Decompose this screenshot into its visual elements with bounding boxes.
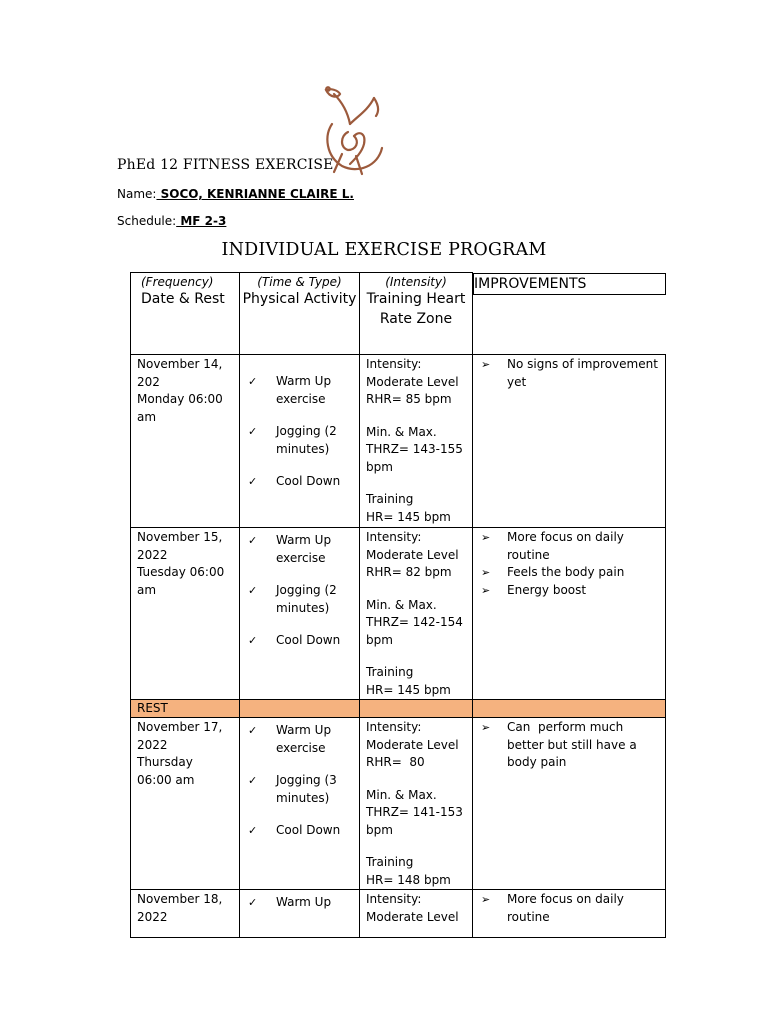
arrow-bullet-icon: ➢ bbox=[481, 583, 491, 597]
activity-text: Warm Up bbox=[276, 895, 332, 909]
list-item bbox=[248, 582, 353, 617]
activity-text: Jogging (3 minutes) bbox=[276, 773, 337, 805]
activity-cell bbox=[240, 528, 360, 700]
list-item bbox=[481, 564, 659, 582]
program-title: INDIVIDUAL EXERCISE PROGRAM bbox=[221, 240, 547, 260]
checkmark-icon: ✓ bbox=[248, 724, 258, 737]
intensity-line: Intensity: bbox=[366, 720, 422, 734]
list-item bbox=[248, 894, 353, 912]
list-item bbox=[248, 822, 353, 840]
thrz-line: THRZ= 141-153 bbox=[366, 805, 463, 819]
header-date bbox=[131, 273, 240, 355]
rest-row bbox=[131, 700, 666, 718]
intensity-line: RHR= 85 bpm bbox=[366, 392, 452, 406]
intensity-line: RHR= 80 bbox=[366, 755, 425, 769]
activity-text: Jogging (2 minutes) bbox=[276, 424, 337, 456]
training-line: Training bbox=[366, 665, 414, 679]
list-item bbox=[248, 632, 353, 650]
checkmark-icon: ✓ bbox=[248, 824, 258, 837]
improvement-text: Energy boost bbox=[507, 582, 587, 597]
header-improvements bbox=[473, 273, 666, 295]
training-line: HR= 148 bpm bbox=[366, 872, 451, 887]
checkmark-icon: ✓ bbox=[248, 425, 258, 438]
checkmark-icon: ✓ bbox=[248, 896, 258, 909]
thrz-line: THRZ= 142-154 bbox=[366, 615, 463, 629]
list-item bbox=[248, 722, 353, 757]
course-title: PhEd 12 FITNESS EXERCISE bbox=[117, 157, 334, 173]
improvement-text: Feels the body pain bbox=[507, 565, 625, 579]
name-label: Name: bbox=[117, 187, 157, 201]
improvement-text: More focus on daily routine bbox=[507, 892, 624, 924]
date-line: November 18, bbox=[137, 892, 223, 906]
list-item bbox=[248, 473, 353, 491]
list-item bbox=[481, 529, 659, 564]
header-activity bbox=[240, 273, 360, 355]
schedule-value: MF 2-3 bbox=[176, 214, 227, 228]
improvement-text: More focus on daily routine bbox=[507, 530, 624, 562]
list-item bbox=[481, 891, 659, 926]
arrow-bullet-icon: ➢ bbox=[481, 566, 491, 579]
activity-text: Cool Down bbox=[276, 474, 341, 488]
header-sub: (Time & Type) bbox=[257, 275, 342, 289]
rest-cell bbox=[240, 700, 360, 718]
intensity-line: Moderate Level bbox=[366, 737, 459, 752]
date-line: November 17, bbox=[137, 720, 223, 734]
activity-cell bbox=[240, 890, 360, 938]
improvements-cell bbox=[473, 355, 666, 528]
list-item bbox=[248, 423, 353, 458]
intensity-cell bbox=[360, 718, 473, 890]
list-item bbox=[248, 532, 353, 567]
date-line: Monday 06:00 bbox=[137, 392, 223, 406]
thrz-line: Min. & Max. bbox=[366, 424, 437, 439]
table-row bbox=[131, 355, 666, 528]
arrow-bullet-icon: ➢ bbox=[481, 358, 491, 371]
date-line: Tuesday 06:00 bbox=[137, 565, 225, 579]
date-line: 2022 bbox=[137, 547, 168, 562]
thrz-line: bpm bbox=[366, 459, 393, 474]
intensity-line: Intensity: bbox=[366, 892, 422, 906]
header-sub: (Intensity) bbox=[385, 275, 447, 289]
rest-cell bbox=[473, 700, 666, 718]
table-row bbox=[131, 890, 666, 938]
table-header-row bbox=[131, 273, 666, 355]
date-cell bbox=[131, 718, 240, 890]
header-intensity bbox=[360, 273, 473, 355]
rest-cell bbox=[360, 700, 473, 718]
intensity-cell bbox=[360, 890, 473, 938]
date-cell bbox=[131, 355, 240, 528]
student-name bbox=[117, 187, 354, 201]
exercise-program-table bbox=[130, 272, 666, 938]
thrz-line: Min. & Max. bbox=[366, 597, 437, 612]
intensity-line: Moderate Level bbox=[366, 909, 459, 924]
thrz-line: THRZ= 143-155 bbox=[366, 442, 463, 456]
date-line: November 14, bbox=[137, 357, 223, 371]
date-line: 06:00 am bbox=[137, 772, 195, 787]
training-line: Training bbox=[366, 855, 414, 869]
header-main: IMPROVEMENTS bbox=[474, 275, 587, 292]
arrow-bullet-icon: ➢ bbox=[481, 721, 491, 734]
arrow-bullet-icon: ➢ bbox=[481, 893, 491, 906]
arrow-bullet-icon: ➢ bbox=[481, 531, 491, 544]
activity-cell bbox=[240, 718, 360, 890]
name-value: SOCO, KENRIANNE CLAIRE L. bbox=[156, 187, 354, 201]
improvement-text: Can perform much better but still have a body pain bbox=[507, 720, 641, 769]
intensity-cell bbox=[360, 528, 473, 700]
list-item bbox=[481, 356, 659, 391]
date-line: am bbox=[137, 409, 157, 424]
list-item bbox=[248, 772, 353, 807]
schedule-label: Schedule: bbox=[117, 214, 177, 228]
checkmark-icon: ✓ bbox=[248, 375, 258, 388]
rest-label: REST bbox=[131, 700, 240, 718]
training-line: Training bbox=[366, 492, 414, 506]
checkmark-icon: ✓ bbox=[248, 634, 258, 647]
checkmark-icon: ✓ bbox=[248, 774, 258, 787]
thrz-line: bpm bbox=[366, 822, 393, 837]
date-line: am bbox=[137, 582, 157, 597]
table-row bbox=[131, 718, 666, 890]
improvement-text: No signs of improvement yet bbox=[507, 357, 658, 389]
intensity-line: RHR= 82 bpm bbox=[366, 565, 452, 579]
improvements-cell bbox=[473, 718, 666, 890]
activity-cell bbox=[240, 355, 360, 528]
activity-text: Cool Down bbox=[276, 633, 341, 647]
date-cell bbox=[131, 528, 240, 700]
activity-text: Cool Down bbox=[276, 823, 341, 837]
list-item bbox=[248, 373, 353, 408]
header-sub: (Frequency) bbox=[141, 275, 214, 289]
header-main: Training Heart Rate Zone bbox=[366, 291, 466, 327]
date-line: November 15, bbox=[137, 530, 223, 544]
activity-text: Jogging (2 minutes) bbox=[276, 583, 337, 615]
date-line: 202 bbox=[137, 374, 160, 389]
date-line: Thursday bbox=[137, 755, 193, 769]
intensity-line: Intensity: bbox=[366, 357, 422, 371]
thrz-line: bpm bbox=[366, 632, 393, 647]
header-main: Date & Rest bbox=[141, 291, 225, 307]
schedule bbox=[117, 214, 226, 228]
date-line: 2022 bbox=[137, 737, 168, 752]
training-line: HR= 145 bpm bbox=[366, 682, 451, 697]
header-main: Physical Activity bbox=[242, 291, 357, 307]
list-item bbox=[481, 719, 659, 772]
intensity-line: Moderate Level bbox=[366, 547, 459, 562]
activity-text: Warm Up exercise bbox=[276, 374, 332, 406]
date-cell bbox=[131, 890, 240, 938]
activity-text: Warm Up exercise bbox=[276, 533, 332, 565]
intensity-cell bbox=[360, 355, 473, 528]
training-line: HR= 145 bpm bbox=[366, 509, 451, 524]
intensity-line: Intensity: bbox=[366, 530, 422, 544]
activity-text: Warm Up exercise bbox=[276, 723, 332, 755]
intensity-line: Moderate Level bbox=[366, 374, 459, 389]
checkmark-icon: ✓ bbox=[248, 534, 258, 547]
improvements-cell bbox=[473, 528, 666, 700]
table-row bbox=[131, 528, 666, 700]
checkmark-icon: ✓ bbox=[248, 475, 258, 488]
list-item bbox=[481, 582, 659, 600]
improvements-cell bbox=[473, 890, 666, 938]
checkmark-icon: ✓ bbox=[248, 584, 258, 597]
thrz-line: Min. & Max. bbox=[366, 787, 437, 802]
date-line: 2022 bbox=[137, 909, 168, 924]
